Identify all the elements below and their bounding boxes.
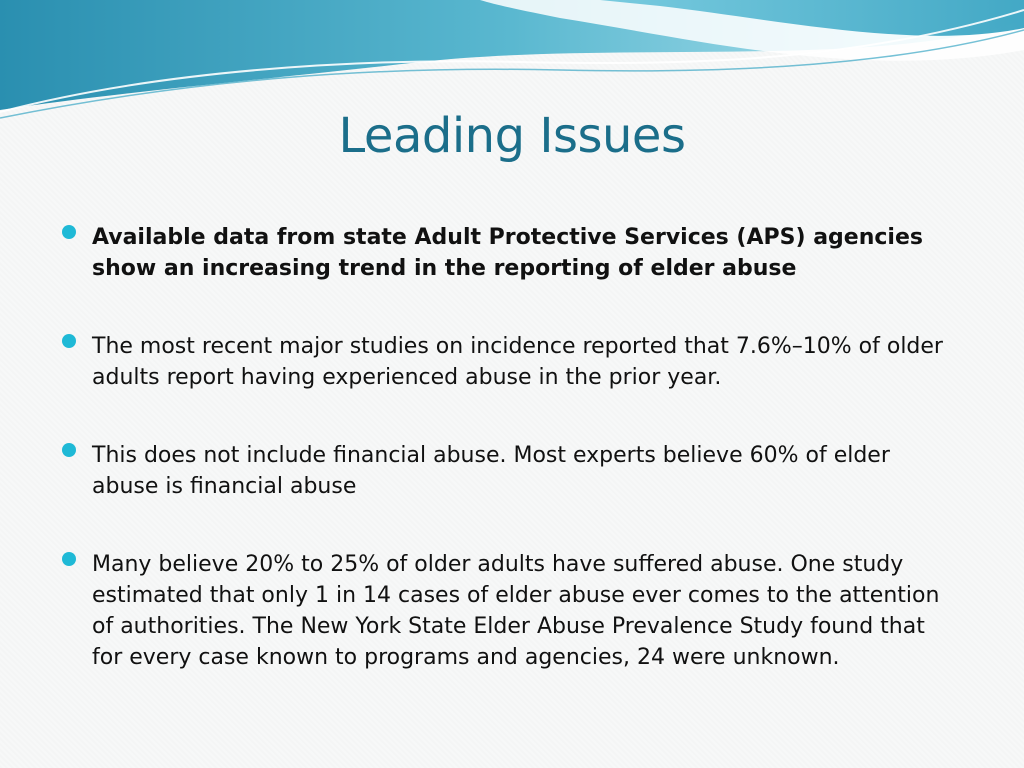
bullet-dot-icon — [62, 552, 76, 566]
bullet-text: Available data from state Adult Protective Services (APS) agencies show an increasing trend in the reporting of elder abuse — [92, 225, 923, 281]
bullet-dot-icon — [62, 225, 76, 239]
bullet-text: This does not include financial abuse. Most experts believe 60% of elder abuse is financial abuse — [92, 443, 890, 499]
bullet-dot-icon — [62, 334, 76, 348]
bullet-list — [62, 222, 962, 673]
bullet-text: The most recent major studies on incidence reported that 7.6%–10% of older adults report having experienced abuse in the prior year. — [92, 334, 943, 390]
list-item — [62, 331, 962, 393]
list-item — [62, 440, 962, 502]
page-title: Leading Issues — [338, 108, 686, 164]
list-item — [62, 222, 962, 284]
list-item — [62, 549, 962, 673]
bullet-dot-icon — [62, 443, 76, 457]
bullet-text: Many believe 20% to 25% of older adults have suffered abuse. One study estimated that only 1 in 14 cases of elder abuse ever comes to the attention of authorities. The New York State Elder Abuse Prevalence Study found that for every case known to programs and agencies, 24 were unknown. — [92, 552, 940, 670]
